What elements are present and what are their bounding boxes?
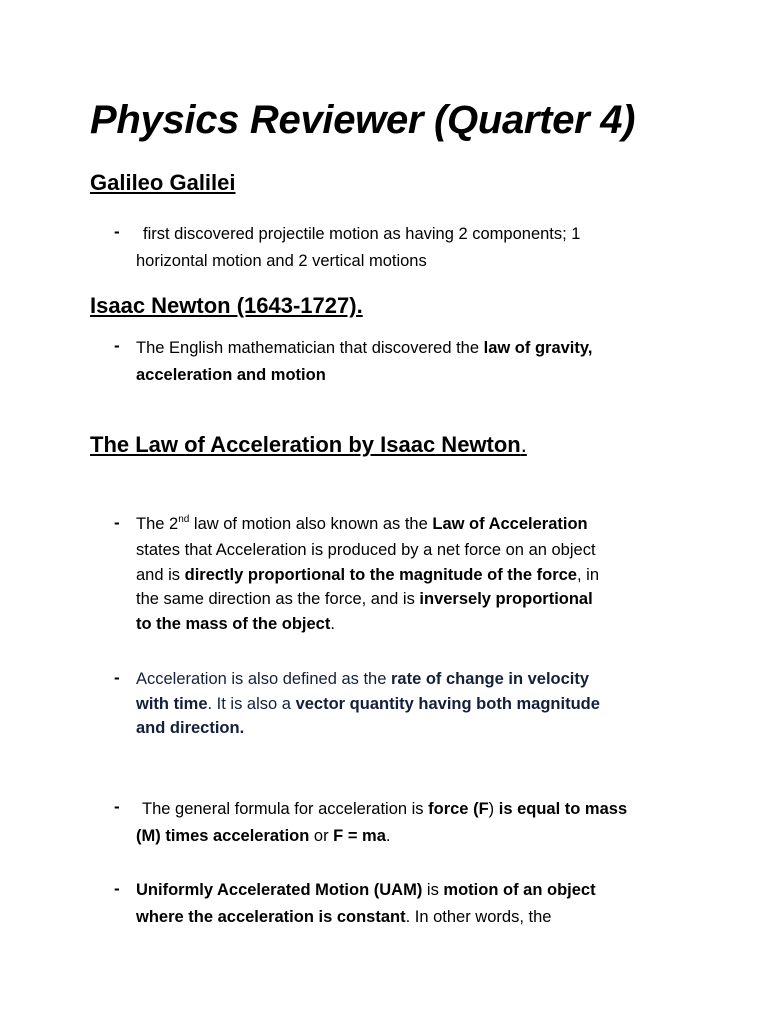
newton-line-1 bbox=[136, 335, 716, 362]
law-item-3 bbox=[136, 796, 716, 850]
emphasis: where the acceleration is constant bbox=[136, 908, 406, 926]
text-run: . In other words, the bbox=[405, 908, 552, 926]
emphasis: to the mass of the object bbox=[136, 614, 331, 633]
heading-text: The Law of Acceleration by Isaac Newton bbox=[90, 432, 521, 457]
text-run: The general formula for acceleration is bbox=[142, 800, 429, 818]
text-run: . bbox=[330, 614, 335, 633]
text-run: , in bbox=[576, 565, 599, 584]
item4-line-2 bbox=[136, 904, 716, 931]
text-run: Acceleration is also defined as the bbox=[136, 670, 391, 688]
bullet-dash: - bbox=[114, 879, 120, 898]
emphasis: F = ma bbox=[333, 827, 386, 845]
text-run: law of motion also known as the bbox=[189, 515, 433, 533]
law-item-4 bbox=[136, 877, 716, 931]
item2-line-3 bbox=[136, 716, 716, 741]
item1-line-5 bbox=[136, 612, 696, 637]
emphasis: acceleration and motion bbox=[136, 366, 326, 384]
item1-line-4 bbox=[136, 587, 696, 612]
bullet-dash: - bbox=[114, 222, 120, 241]
law-item-2 bbox=[136, 667, 716, 741]
heading-period: . bbox=[520, 432, 527, 457]
emphasis: is equal to mass bbox=[498, 800, 628, 818]
emphasis: rate of change in velocity bbox=[391, 670, 590, 688]
galileo-paragraph bbox=[136, 221, 696, 275]
emphasis: Uniformly Accelerated Motion (UAM) bbox=[136, 881, 423, 899]
text-run: The English mathematician that discovered the bbox=[136, 339, 484, 357]
emphasis: vector quantity having both magnitude bbox=[295, 694, 600, 713]
emphasis: and direction. bbox=[136, 719, 245, 737]
emphasis: inversely proportional bbox=[419, 590, 593, 608]
text-run: . It is also a bbox=[207, 694, 296, 713]
page-title: Physics Reviewer (Quarter 4) bbox=[90, 98, 636, 142]
galileo-line-1: first discovered projectile motion as having 2 components; 1 bbox=[143, 225, 581, 243]
item1-line-2: states that Acceleration is produced by a net force on an object bbox=[136, 541, 596, 559]
text-run: or bbox=[309, 827, 334, 845]
bullet-dash: - bbox=[114, 668, 120, 687]
heading-law-of-acceleration bbox=[90, 432, 527, 458]
emphasis: with time bbox=[136, 694, 208, 713]
text-run: ) bbox=[488, 800, 499, 818]
text-run: is bbox=[422, 881, 444, 899]
text-run: The 2 bbox=[136, 515, 179, 533]
heading-newton: Isaac Newton (1643-1727). bbox=[90, 293, 363, 318]
bullet-dash: - bbox=[114, 797, 120, 816]
superscript: nd bbox=[178, 513, 190, 525]
emphasis: directly proportional to the magnitude of the force bbox=[184, 565, 577, 584]
emphasis: law of gravity, bbox=[483, 339, 593, 357]
emphasis: motion of an object bbox=[443, 881, 596, 899]
heading-galileo: Galileo Galilei bbox=[90, 170, 236, 195]
emphasis: Law of Acceleration bbox=[432, 515, 588, 533]
item3-line-2 bbox=[136, 823, 716, 850]
text-run: and is bbox=[136, 565, 185, 584]
item1-line-1 bbox=[136, 511, 696, 538]
bullet-dash: - bbox=[114, 513, 120, 532]
law-item-1 bbox=[136, 511, 696, 636]
item2-line-1 bbox=[136, 667, 716, 692]
galileo-line-2: horizontal motion and 2 vertical motions bbox=[136, 252, 427, 270]
text-run: the same direction as the force, and is bbox=[136, 590, 420, 608]
item1-line-3 bbox=[136, 563, 696, 588]
bullet-dash: - bbox=[114, 336, 120, 355]
emphasis: (M) times acceleration bbox=[136, 827, 310, 845]
item4-line-1 bbox=[136, 877, 716, 904]
text-run: . bbox=[385, 827, 391, 845]
emphasis: force (F bbox=[428, 800, 489, 818]
item3-line-1 bbox=[136, 796, 716, 823]
item2-line-2 bbox=[136, 692, 716, 717]
newton-paragraph bbox=[136, 335, 716, 389]
newton-line-2 bbox=[136, 362, 716, 389]
